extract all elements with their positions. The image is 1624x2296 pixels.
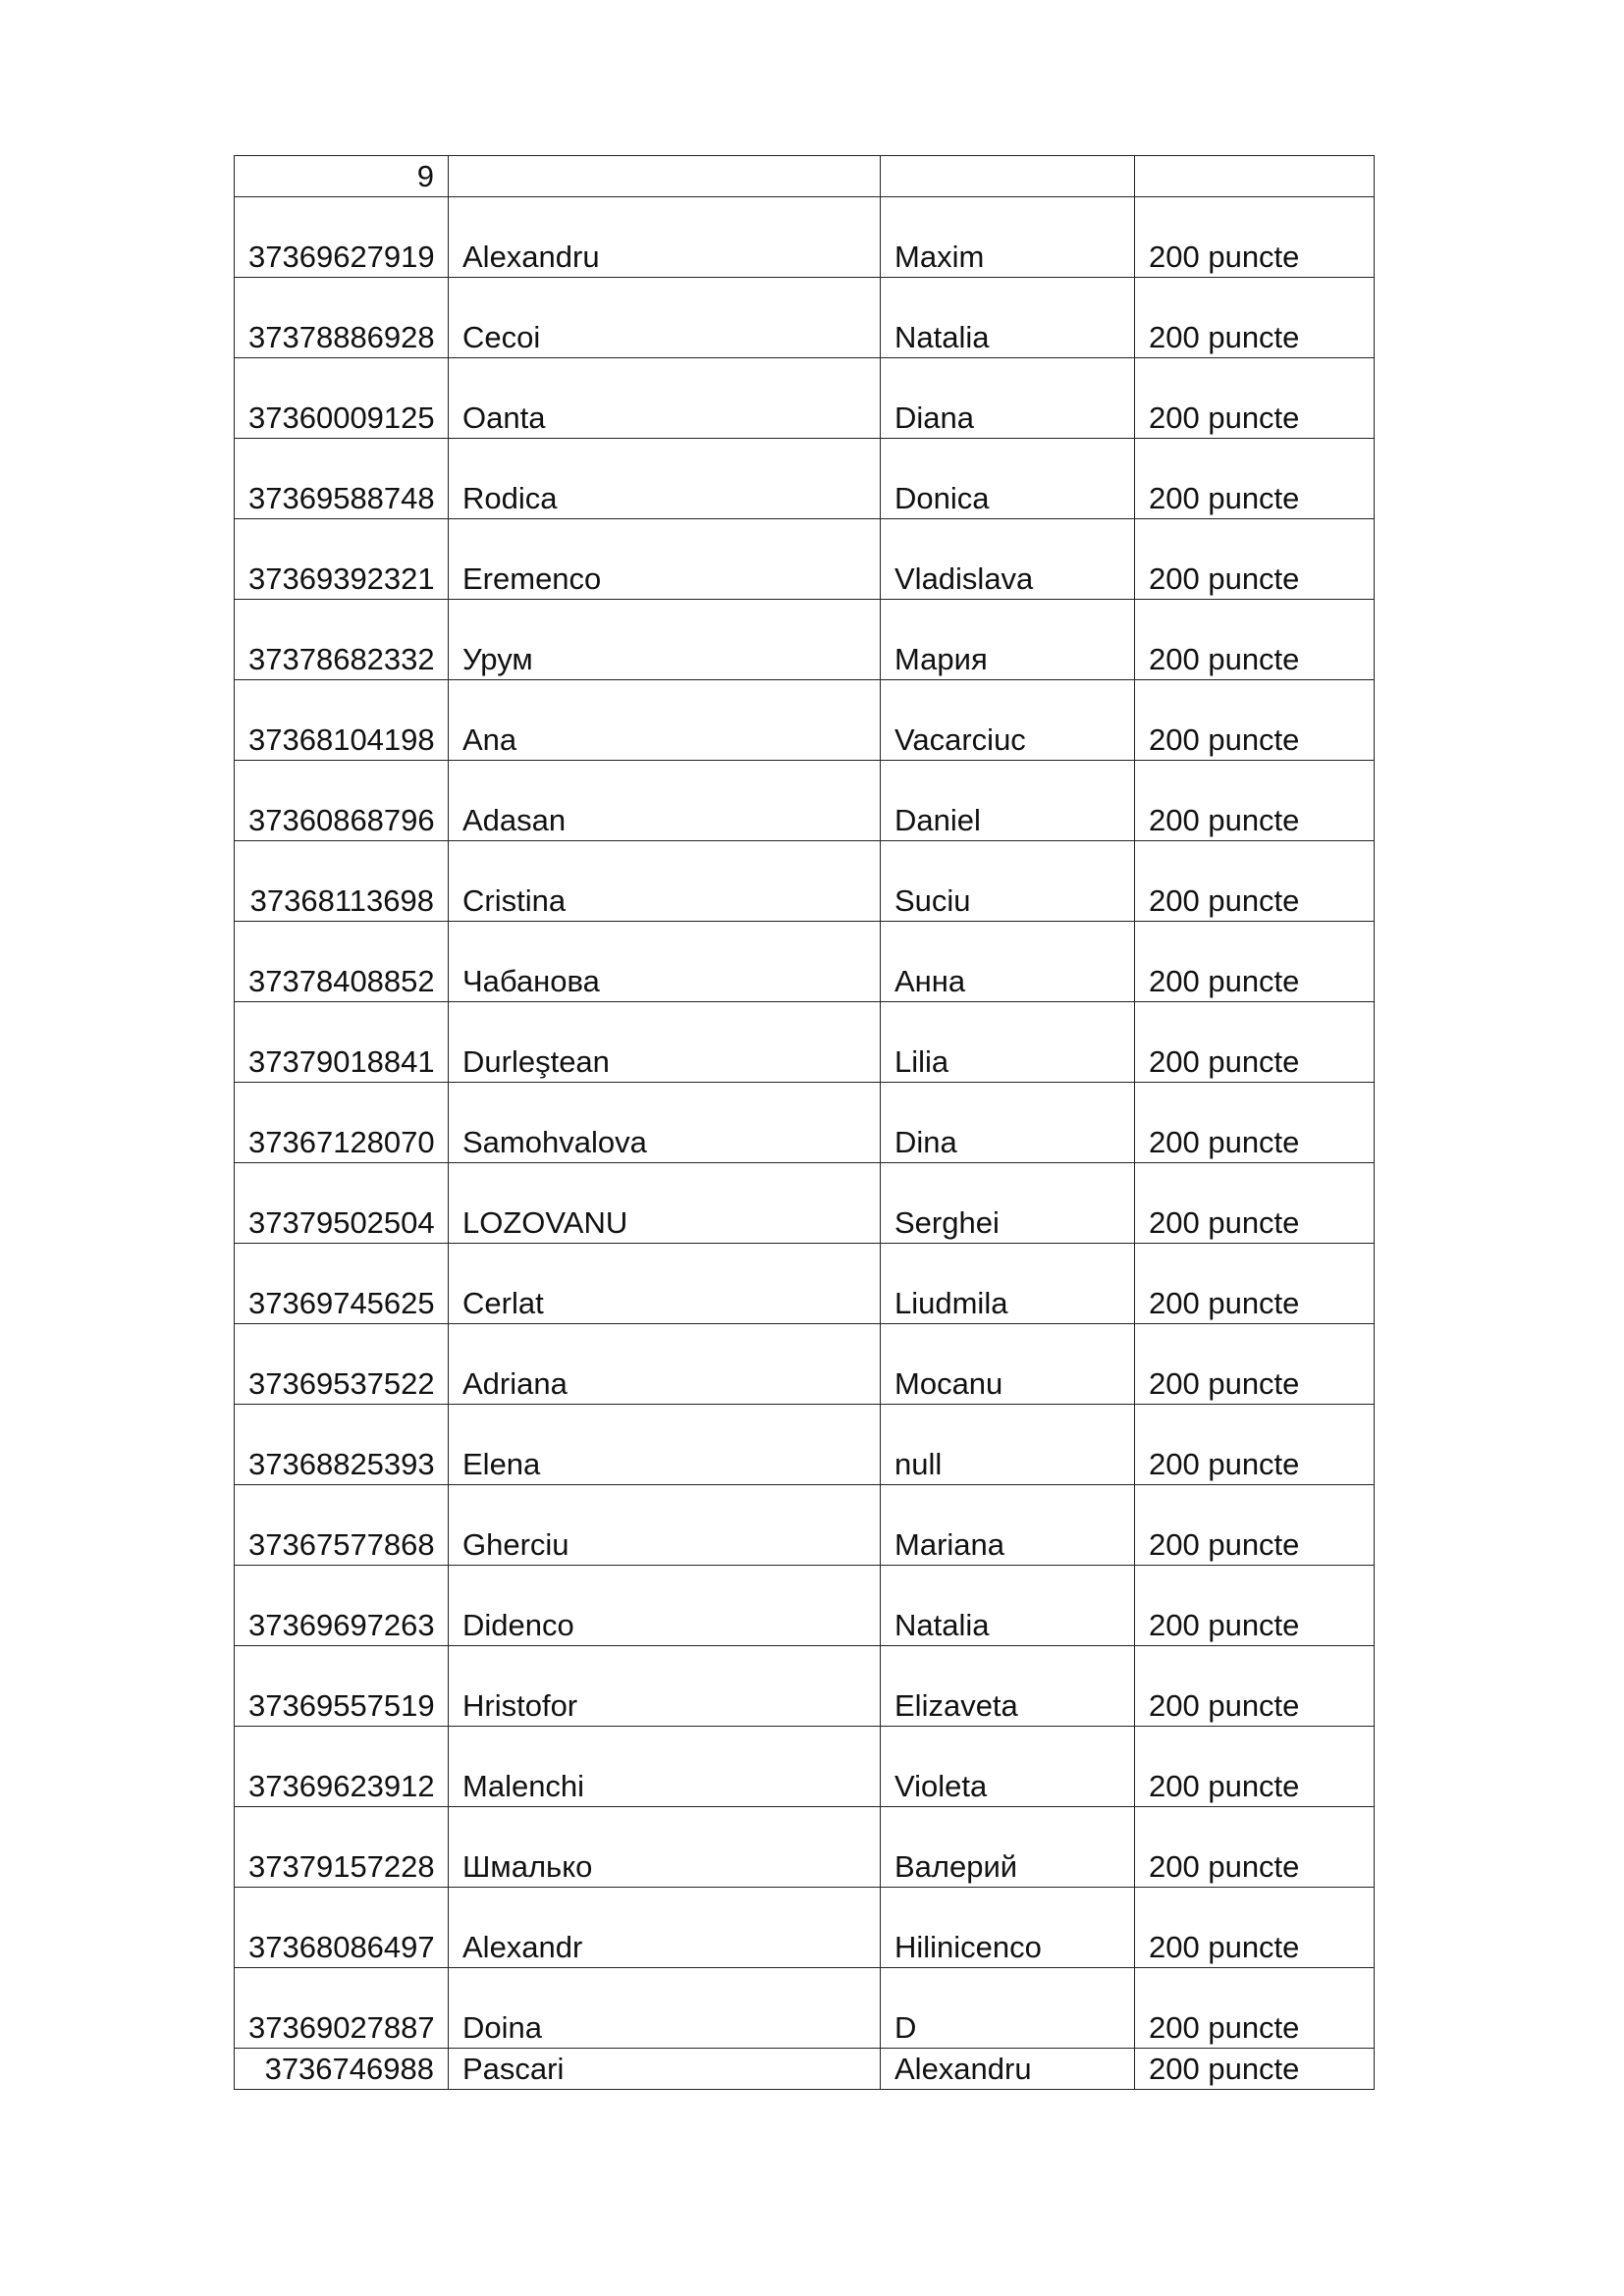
table-row xyxy=(235,1888,1375,1968)
points-cell: 200 puncte xyxy=(1135,519,1375,600)
points-cell: 200 puncte xyxy=(1135,600,1375,680)
table-row xyxy=(235,278,1375,358)
second-name-cell: Dina xyxy=(881,1083,1135,1163)
points-cell: 200 puncte xyxy=(1135,1324,1375,1405)
table-row xyxy=(235,1485,1375,1566)
results-table-body xyxy=(235,156,1375,2090)
phone-id-cell: 37379018841 xyxy=(235,1002,449,1083)
first-name-cell: Pascari xyxy=(449,2049,881,2090)
first-name-cell: Ana xyxy=(449,680,881,761)
points-cell: 200 puncte xyxy=(1135,1002,1375,1083)
first-name-cell: Malenchi xyxy=(449,1727,881,1807)
first-name-cell: Gherciu xyxy=(449,1485,881,1566)
table-row xyxy=(235,156,1375,197)
points-cell: 200 puncte xyxy=(1135,1405,1375,1485)
second-name-cell: Анна xyxy=(881,922,1135,1002)
first-name-cell: Adriana xyxy=(449,1324,881,1405)
first-name-cell: Cristina xyxy=(449,841,881,922)
first-name-cell: Samohvalova xyxy=(449,1083,881,1163)
table-row xyxy=(235,680,1375,761)
phone-id-cell: 37368825393 xyxy=(235,1405,449,1485)
phone-id-cell: 37379157228 xyxy=(235,1807,449,1888)
first-name-cell: Alexandr xyxy=(449,1888,881,1968)
second-name-cell: Donica xyxy=(881,439,1135,519)
points-cell: 200 puncte xyxy=(1135,278,1375,358)
first-name-cell: Alexandru xyxy=(449,197,881,278)
phone-id-cell: 37369027887 xyxy=(235,1968,449,2049)
points-cell: 200 puncte xyxy=(1135,439,1375,519)
points-cell: 200 puncte xyxy=(1135,1646,1375,1727)
table-row xyxy=(235,1727,1375,1807)
second-name-cell: Мария xyxy=(881,600,1135,680)
table-row xyxy=(235,1083,1375,1163)
phone-id-cell: 9 xyxy=(235,156,449,197)
second-name-cell: Maxim xyxy=(881,197,1135,278)
points-cell: 200 puncte xyxy=(1135,922,1375,1002)
first-name-cell: Чабанова xyxy=(449,922,881,1002)
phone-id-cell: 37369588748 xyxy=(235,439,449,519)
second-name-cell: Валерий xyxy=(881,1807,1135,1888)
first-name-cell: Урум xyxy=(449,600,881,680)
phone-id-cell: 37367128070 xyxy=(235,1083,449,1163)
second-name-cell: Natalia xyxy=(881,278,1135,358)
second-name-cell: Daniel xyxy=(881,761,1135,841)
table-row xyxy=(235,1002,1375,1083)
first-name-cell: Oanta xyxy=(449,358,881,439)
phone-id-cell: 37369557519 xyxy=(235,1646,449,1727)
points-cell: 200 puncte xyxy=(1135,2049,1375,2090)
points-cell: 200 puncte xyxy=(1135,1163,1375,1244)
first-name-cell: Adasan xyxy=(449,761,881,841)
second-name-cell: Elizaveta xyxy=(881,1646,1135,1727)
points-cell: 200 puncte xyxy=(1135,841,1375,922)
table-row xyxy=(235,519,1375,600)
phone-id-cell: 37368104198 xyxy=(235,680,449,761)
second-name-cell: D xyxy=(881,1968,1135,2049)
first-name-cell: Didenco xyxy=(449,1566,881,1646)
second-name-cell: Mariana xyxy=(881,1485,1135,1566)
first-name-cell: Eremenco xyxy=(449,519,881,600)
phone-id-cell: 37369697263 xyxy=(235,1566,449,1646)
second-name-cell: Liudmila xyxy=(881,1244,1135,1324)
points-cell: 200 puncte xyxy=(1135,1807,1375,1888)
phone-id-cell: 37367577868 xyxy=(235,1485,449,1566)
second-name-cell: Natalia xyxy=(881,1566,1135,1646)
table-row xyxy=(235,1646,1375,1727)
second-name-cell: Hilinicenco xyxy=(881,1888,1135,1968)
second-name-cell: Vacarciuc xyxy=(881,680,1135,761)
phone-id-cell: 37379502504 xyxy=(235,1163,449,1244)
table-row xyxy=(235,761,1375,841)
points-cell: 200 puncte xyxy=(1135,1968,1375,2049)
phone-id-cell: 37368113698 xyxy=(235,841,449,922)
points-cell: 200 puncte xyxy=(1135,1244,1375,1324)
second-name-cell: Suciu xyxy=(881,841,1135,922)
phone-id-cell: 37360009125 xyxy=(235,358,449,439)
phone-id-cell: 37369623912 xyxy=(235,1727,449,1807)
results-table xyxy=(234,155,1375,2090)
points-cell: 200 puncte xyxy=(1135,761,1375,841)
points-cell: 200 puncte xyxy=(1135,358,1375,439)
phone-id-cell: 3736746988 xyxy=(235,2049,449,2090)
table-row xyxy=(235,439,1375,519)
second-name-cell: Alexandru xyxy=(881,2049,1135,2090)
table-row xyxy=(235,1163,1375,1244)
table-row xyxy=(235,358,1375,439)
first-name-cell: Doina xyxy=(449,1968,881,2049)
phone-id-cell: 37378682332 xyxy=(235,600,449,680)
second-name-cell: Serghei xyxy=(881,1163,1135,1244)
table-row xyxy=(235,841,1375,922)
points-cell: 200 puncte xyxy=(1135,1083,1375,1163)
second-name-cell xyxy=(881,156,1135,197)
points-cell xyxy=(1135,156,1375,197)
second-name-cell: null xyxy=(881,1405,1135,1485)
phone-id-cell: 37378408852 xyxy=(235,922,449,1002)
table-row xyxy=(235,1807,1375,1888)
table-row xyxy=(235,1405,1375,1485)
phone-id-cell: 37369392321 xyxy=(235,519,449,600)
points-cell: 200 puncte xyxy=(1135,680,1375,761)
second-name-cell: Lilia xyxy=(881,1002,1135,1083)
first-name-cell: Hristofor xyxy=(449,1646,881,1727)
table-row xyxy=(235,1566,1375,1646)
second-name-cell: Violeta xyxy=(881,1727,1135,1807)
table-row xyxy=(235,2049,1375,2090)
second-name-cell: Mocanu xyxy=(881,1324,1135,1405)
table-row xyxy=(235,197,1375,278)
phone-id-cell: 37378886928 xyxy=(235,278,449,358)
table-row xyxy=(235,1968,1375,2049)
first-name-cell: Durleştean xyxy=(449,1002,881,1083)
first-name-cell xyxy=(449,156,881,197)
points-cell: 200 puncte xyxy=(1135,1727,1375,1807)
second-name-cell: Vladislava xyxy=(881,519,1135,600)
phone-id-cell: 37369627919 xyxy=(235,197,449,278)
table-row xyxy=(235,1324,1375,1405)
first-name-cell: Шмалько xyxy=(449,1807,881,1888)
table-row xyxy=(235,922,1375,1002)
first-name-cell: Cecoi xyxy=(449,278,881,358)
table-row xyxy=(235,600,1375,680)
phone-id-cell: 37360868796 xyxy=(235,761,449,841)
second-name-cell: Diana xyxy=(881,358,1135,439)
phone-id-cell: 37369745625 xyxy=(235,1244,449,1324)
points-cell: 200 puncte xyxy=(1135,1888,1375,1968)
first-name-cell: Elena xyxy=(449,1405,881,1485)
first-name-cell: Rodica xyxy=(449,439,881,519)
points-cell: 200 puncte xyxy=(1135,1485,1375,1566)
table-row xyxy=(235,1244,1375,1324)
phone-id-cell: 37369537522 xyxy=(235,1324,449,1405)
points-cell: 200 puncte xyxy=(1135,197,1375,278)
phone-id-cell: 37368086497 xyxy=(235,1888,449,1968)
points-cell: 200 puncte xyxy=(1135,1566,1375,1646)
first-name-cell: LOZOVANU xyxy=(449,1163,881,1244)
first-name-cell: Cerlat xyxy=(449,1244,881,1324)
